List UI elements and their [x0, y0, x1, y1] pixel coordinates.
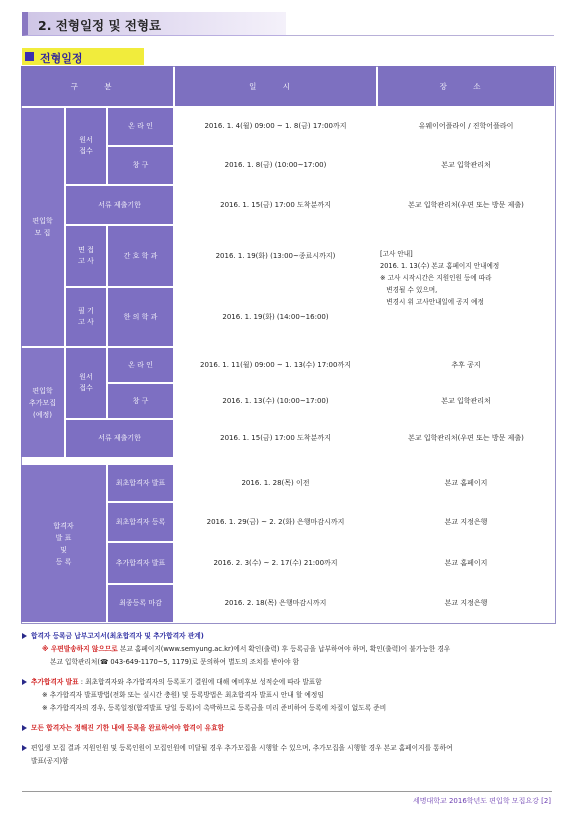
- group-transfer-admission: 편입학 모 집: [21, 108, 64, 346]
- triangle-bullet-icon: [22, 679, 27, 685]
- note-additional-schedule: ※ 추가합격자의 경우, 등록일정(합격발표 당일 등록)이 촉박하므로 등록금을 미리 준비하여 등록에 차질이 없도록 준비: [42, 704, 387, 712]
- subsection-title: 전형일정: [40, 52, 83, 65]
- row-place-final-deadline: 본교 지정은행: [378, 585, 554, 622]
- exam-notice-line: 변경시 위 고사안내일에 공지 예정: [380, 298, 484, 306]
- row-place-first-register: 본교 지정은행: [378, 503, 554, 541]
- triangle-bullet-icon: [22, 745, 27, 751]
- row-place-counter: 본교 입학관리처: [378, 147, 554, 184]
- note-payment-text: 본교 홈페이지(www.semyung.ac.kr)에서 확인(출력) 후 등록금을 납부하여야 하며, 확인(출력)이 불가능한 경우: [117, 645, 451, 653]
- title-underline: [286, 35, 554, 36]
- section-title: 2. 전형일정 및 전형료: [38, 18, 162, 33]
- note-payment: [22, 630, 552, 643]
- row-label-online-2: 온 라 인: [108, 348, 173, 382]
- note-additional: [22, 676, 552, 689]
- row-label-oriental-medicine: 한 의 학 과: [108, 288, 173, 346]
- row-date-nursing: 2016. 1. 19(화) (13:00~종료시까지): [175, 226, 376, 286]
- row-label-counter: 창 구: [108, 147, 173, 184]
- triangle-bullet-icon: [22, 725, 27, 731]
- row-date-online: 2016. 1. 4(월) 09:00 ~ 1. 8(금) 17:00까지: [175, 108, 376, 145]
- header-datetime: 일 시: [175, 66, 376, 106]
- row-date-counter: 2016. 1. 8(금) (10:00~17:00): [175, 147, 376, 184]
- row-label-documents: 서류 제출기한: [66, 186, 173, 224]
- row-label-online: 온 라 인: [108, 108, 173, 145]
- square-bullet-icon: [25, 52, 34, 61]
- note-deadline-text: 모든 합격자는 정해진 기한 내에 등록을 완료하여야 합격이 유효함: [31, 724, 225, 732]
- subgroup-application-2: 원서 접수: [66, 348, 106, 418]
- subgroup-written-exam: 필 기 고 사: [66, 288, 106, 346]
- row-label-documents-2: 서류 제출기한: [66, 420, 173, 457]
- row-date-documents-2: 2016. 1. 15(금) 17:00 도착분까지: [175, 420, 376, 457]
- exam-notice: [380, 248, 552, 308]
- triangle-bullet-icon: [22, 633, 27, 639]
- row-place-documents: 본교 입학관리처(우편 또는 방문 제출): [378, 186, 554, 224]
- exam-notice-line: ※ 고사 시작시간은 지원인원 등에 따라: [380, 274, 492, 282]
- row-place-counter-2: 본교 입학관리처: [378, 384, 554, 418]
- note-additional-method: ※ 추가합격자 발표방법(전화 또는 실시간 충원) 및 등록방법은 최초합격자 발표시 안내 할 예정임: [42, 691, 324, 699]
- note-recruitment: [22, 742, 552, 755]
- footer-divider: [22, 791, 552, 792]
- note-deadline: [22, 722, 552, 735]
- subsection-header: [22, 48, 144, 65]
- note-payment-heading: 합격자 등록금 납부고지서(최초합격자 및 추가합격자 관계): [31, 632, 204, 640]
- row-date-first-register: 2016. 1. 29(금) ~ 2. 2(화) 은행마감시까지: [175, 503, 376, 541]
- note-recruitment-cont: 발표(공지)함: [31, 757, 69, 765]
- note-recruitment-text: 편입생 모집 결과 지원인원 및 등록인원이 모집인원에 미달될 경우 추가모집을 시행할 수 있으며, 추가모집을 시행할 경우 본교 홈페이지를 통하여: [31, 744, 453, 752]
- row-place-first-announce: 본교 홈페이지: [378, 465, 554, 501]
- row-place-documents-2: 본교 입학관리처(우편 또는 방문 제출): [378, 420, 554, 457]
- exam-notice-line: 2016. 1. 13(수) 본교 홈페이지 안내예정: [380, 262, 500, 270]
- row-date-counter-2: 2016. 1. 13(수) (10:00~17:00): [175, 384, 376, 418]
- exam-notice-title: [고사 안내]: [380, 250, 413, 258]
- exam-notice-line: 변경될 수 있으며,: [380, 286, 438, 294]
- note-payment-warning: ※ 우편발송하지 않으므로: [42, 645, 118, 653]
- subgroup-interview: 면 접 고 사: [66, 226, 106, 286]
- row-place-online: 유웨이어플라이 / 진학어플라이: [378, 108, 554, 145]
- row-date-first-announce: 2016. 1. 28(목) 이전: [175, 465, 376, 501]
- row-label-additional-announce: 추가합격자 발표: [108, 543, 173, 583]
- row-date-documents: 2016. 1. 15(금) 17:00 도착분까지: [175, 186, 376, 224]
- note-additional-text: : 최초합격자와 추가합격자의 등록포기 결원에 대해 예비후보 성적순에 따라 발표함: [78, 678, 322, 686]
- notes-section: [22, 630, 552, 768]
- header-category: 구 분: [21, 66, 173, 106]
- note-payment-line: [22, 643, 552, 656]
- row-label-first-register: 최초합격자 등록: [108, 503, 173, 541]
- row-place-online-2: 추후 공지: [378, 348, 554, 382]
- row-date-additional-announce: 2016. 2. 3(수) ~ 2. 17(수) 21:00까지: [175, 543, 376, 583]
- row-date-final-deadline: 2016. 2. 18(목) 은행마감시까지: [175, 585, 376, 622]
- row-date-online-2: 2016. 1. 11(월) 09:00 ~ 1. 13(수) 17:00까지: [175, 348, 376, 382]
- row-label-final-deadline: 최종등록 마감: [108, 585, 173, 622]
- subgroup-application: 원서 접수: [66, 108, 106, 184]
- row-place-additional-announce: 본교 홈페이지: [378, 543, 554, 583]
- row-date-oriental-medicine: 2016. 1. 19(화) (14:00~16:00): [175, 288, 376, 346]
- note-payment-contact: 본교 입학관리처(☎ 043-649-1170~5, 1179)로 문의하여 별도의 조치를 받아야 함: [50, 658, 300, 666]
- section-title-bar: [22, 12, 286, 36]
- group-results-registration: 합격자 발 표 및 등 록: [21, 465, 106, 622]
- note-additional-heading: 추가합격자 발표: [31, 678, 79, 686]
- row-label-counter-2: 창 구: [108, 384, 173, 418]
- header-place: 장 소: [378, 66, 554, 106]
- page-footer: 세명대학교 2016학년도 편입학 모집요강 [2]: [412, 797, 551, 805]
- group-additional-admission: 편입학 추가모집 (예정): [21, 348, 64, 457]
- row-label-first-announce: 최초합격자 발표: [108, 465, 173, 501]
- row-label-nursing: 간 호 학 과: [108, 226, 173, 286]
